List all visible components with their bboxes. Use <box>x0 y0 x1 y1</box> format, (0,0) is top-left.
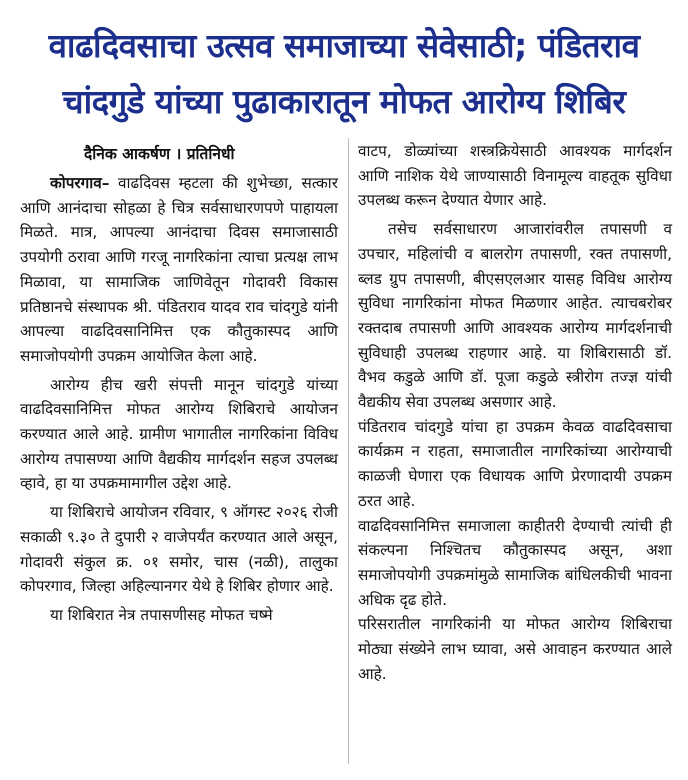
article-byline: दैनिक आकर्षण । प्रतिनिधी <box>84 145 235 163</box>
paragraph-intro-text: वाढदिवस म्हटला की शुभेच्छा, सत्कार आणि आनंदाचा सोहळा हे चित्र सर्वसाधारणपणे पाहायला मिळते. मात्र, आपल्या आनंदाचा दिवस समाजासाठी उपयोगी ठरावा आणि गरजू नागरिकांना त्याचा प्रत्यक्ष लाभ मिळावा, या सामाजिक जाणिवेतून गोदावरी विकास प्रतिष्ठानचे संस्थापक श्री. पंडितराव यादव राव चांदगुडे यांनी आपल्या वाढदिवसानिमित्त एक कौतुकास्पद आणि समाजोपयोगी उपक्रम आयोजित केला आहे. <box>20 174 338 365</box>
dateline: कोपरगाव– <box>50 174 110 192</box>
headline-line-2: चांदगुडे यांच्या पुढाकारातून मोफत आरोग्य शिबिर <box>62 82 626 121</box>
paragraph: परिसरातील नागरिकांनी या मोफत आरोग्य शिबिराचा मोठ्या संख्येने लाभ घ्यावा, असे आवाहन करण्यात आले आहे. <box>358 615 672 683</box>
column-divider <box>348 138 349 764</box>
headline-line-1: वाढदिवसाचा उत्सव समाजाच्या सेवेसाठी; पंडितराव <box>48 26 640 65</box>
paragraph: या शिबिरात नेत्र तपासणीसह मोफत चष्मे <box>50 605 273 624</box>
article-headline <box>0 18 688 130</box>
left-column <box>20 171 338 628</box>
right-column <box>358 139 672 686</box>
paragraph: या शिबिराचे आयोजन रविवार, ९ ऑगस्ट २०२६ रोजी सकाळी ९.३० ते दुपारी २ वाजेपर्यंत करण्यात आले असून, गोदावरी संकुल क्र. ०१ समोर, चास (नळी), तालुका कोपरगाव, जिल्हा अहिल्यानगर येथे हे शिबिर होणार आहे. <box>20 503 338 596</box>
paragraph-intro <box>20 171 338 369</box>
paragraph: वाटप, डोळ्यांच्या शस्त्रक्रियेसाठी आवश्यक मार्गदर्शन आणि नाशिक येथे जाण्यासाठी विनामूल्य वाहतूक सुविधा उपलब्ध करून देण्यात येणार आहे. <box>358 142 672 210</box>
paragraph: तसेच सर्वसाधारण आजारांवरील तपासणी व उपचार, महिलांची व बालरोग तपासणी, रक्त तपासणी, ब्लड ग्रुप तपासणी, बीएसएलआर यासह विविध आरोग्य सुविधा नागरिकांना मोफत मिळणार आहेत. त्याचबरोबर रक्तदाब तपासणी आणि आवश्यक आरोग्य मार्गदर्शनाची सुविधाही उपलब्ध राहणार आहे. या शिबिरासाठी डॉ. वैभव कडुळे आणि डॉ. पूजा कडुळे स्त्रीरोग तज्ज्ञ यांची वैद्यकीय सेवा उपलब्ध असणार आहे. <box>358 220 672 412</box>
paragraph: वाढदिवसानिमित्त समाजाला काहीतरी देण्याची त्यांची ही संकल्पना निश्चितच कौतुकास्पद असून, अशा समाजोपयोगी उपक्रमांमुळे सामाजिक बांधिलकीची भावना अधिक दृढ होते. <box>358 516 672 609</box>
paragraph: पंडितराव चांदगुडे यांचा हा उपक्रम केवळ वाढदिवसाचा कार्यक्रम न राहता, समाजातील नागरिकांच्या आरोग्याची काळजी घेणारा एक विधायक आणि प्रेरणादायी उपक्रम ठरत आहे. <box>358 417 672 510</box>
paragraph: आरोग्य हीच खरी संपत्ती मानून चांदगुडे यांच्या वाढदिवसानिमित्त मोफत आरोग्य शिबिराचे आयोजन करण्यात आले आहे. ग्रामीण भागातील नागरिकांना विविध आरोग्य तपासण्या आणि वैद्यकीय मार्गदर्शन सहज उपलब्ध व्हावे, हा या उपक्रमामागील उद्देश आहे. <box>20 375 338 493</box>
